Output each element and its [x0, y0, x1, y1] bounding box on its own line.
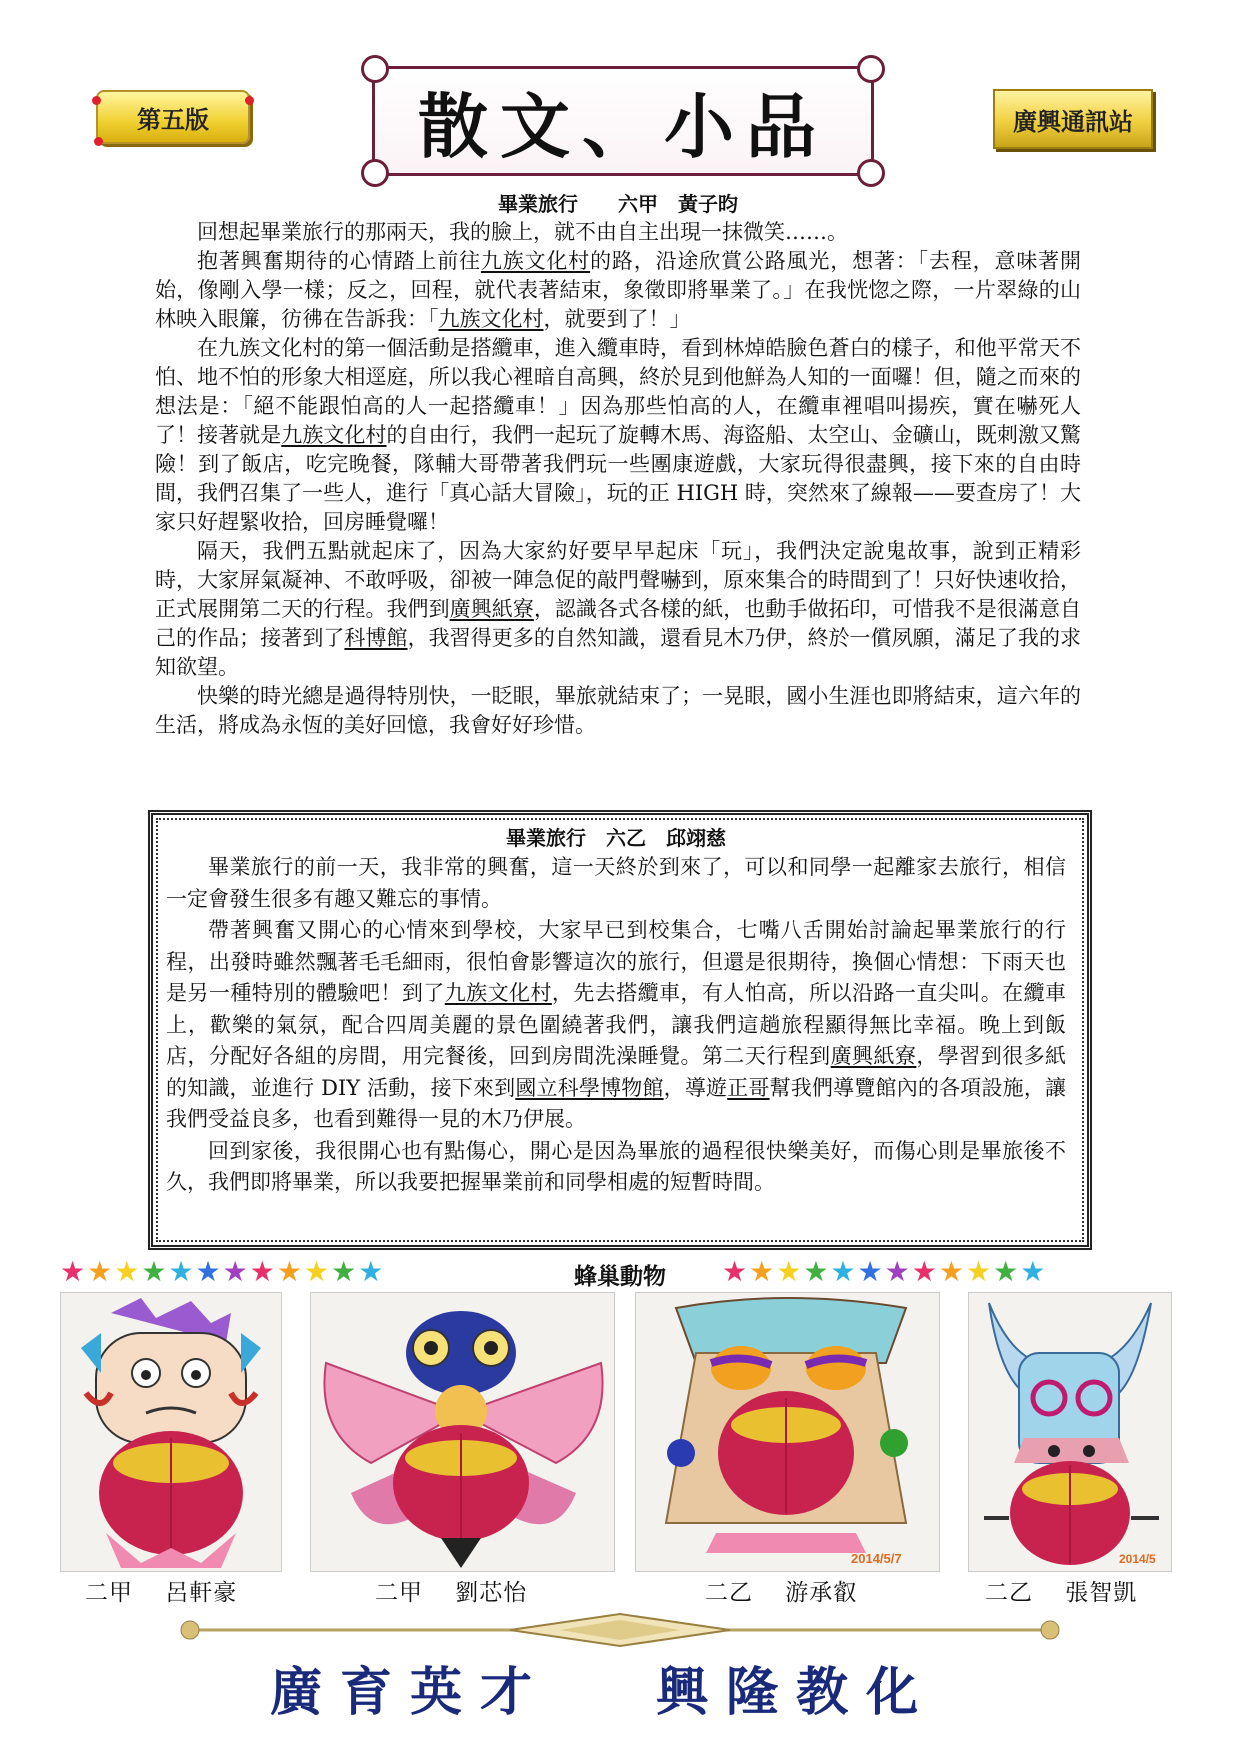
star-icon: ★ — [965, 1255, 992, 1288]
newsletter-badge-label: 廣興通訊站 — [1013, 106, 1133, 136]
decor-dot — [92, 96, 101, 105]
star-border-left — [60, 1256, 383, 1288]
article-paragraph: 在九族文化村的第一個活動是搭纜車，進入纜車時，看到林焯皓臉色蒼白的樣子，和他平常天不怕、地不怕的形象大相逕庭，所以我心裡暗自高興，終於見到他鮮為人知的一面囉！但，隨之而來的想法是：「絕不能跟怕高的人一起搭纜車！」因為那些怕高的人，在纜車裡唱叫揚疾，實在嚇死人了！接著就是九族文化村的自由行，我們一起玩了旋轉木馬、海盜船、太空山、金礦山，既刺激又驚險！到了飯店，吃完晚餐，隊輔大哥帶著我們玩一些團康遊戲，大家玩得很盡興，接下來的自由時間，我們召集了一些人，進行「真心話大冒險」，玩的正 HIGH 時，突然來了線報——要查房了！大家只好趕緊收拾，回房睡覺囉！ — [155, 336, 1082, 534]
star-icon: ★ — [722, 1255, 748, 1288]
ox-craft-image — [969, 1293, 1171, 1571]
place-name: 九族文化村 — [438, 307, 544, 331]
star-icon: ★ — [857, 1255, 883, 1288]
photo-date-stamp: 2014/5 — [1119, 1552, 1156, 1566]
craft-photo-owl — [635, 1292, 940, 1572]
article-paragraph: 抱著興奮期待的心情踏上前往九族文化村的路，沿途欣賞公路風光，想著：「去程，意味著開始，像剛入學一樣；反之，回程，就代表著結束，象徵即將畢業了。」在我恍惚之際，一片翠綠的山林映入眼簾，彷彿在告訴我：「九族文化村，就要到了！」 — [155, 249, 1082, 331]
article-paragraph: 快樂的時光總是過得特別快，一眨眼，畢旅就結束了；一晃眼，國小生涯也即將結束，這六年的生活，將成為永恆的美好回憶，我會好好珍惜。 — [155, 684, 1081, 737]
ornament-divider — [180, 1612, 1060, 1648]
star-icon: ★ — [168, 1255, 194, 1288]
gallery-title: 蜂巢動物 — [574, 1263, 666, 1290]
decor-dot — [94, 137, 103, 146]
article-heading: 畢業旅行 六甲 黃子昀 — [498, 192, 738, 216]
star-icon: ★ — [749, 1255, 775, 1288]
article-paragraph: 回想起畢業旅行的那兩天，我的臉上，就不由自主出現一抹微笑……。 — [197, 220, 848, 244]
photo-caption: 二甲 呂軒豪 — [85, 1580, 238, 1606]
star-icon: ★ — [276, 1255, 302, 1288]
star-icon: ★ — [938, 1255, 964, 1288]
place-name: 九族文化村 — [281, 423, 387, 447]
place-name: 國立科學博物館 — [515, 1075, 664, 1100]
article-paragraph: 畢業旅行的前一天，我非常的興奮，這一天終於到來了，可以和同學一起離家去旅行，相信一定會發生很多有趣又難忘的事情。 — [166, 855, 1066, 911]
star-icon: ★ — [195, 1255, 221, 1288]
star-icon: ★ — [114, 1255, 140, 1288]
star-border-right — [722, 1256, 1045, 1288]
frame-curl — [361, 55, 389, 83]
place-name: 廣興紙寮 — [449, 597, 534, 621]
place-name: 廣興紙寮 — [830, 1044, 917, 1068]
star-icon: ★ — [830, 1255, 856, 1288]
craft-photo-bee — [310, 1292, 615, 1572]
page-badge-label: 第五版 — [137, 105, 209, 134]
photo-caption: 二乙 游承叡 — [705, 1580, 858, 1606]
star-icon: ★ — [331, 1255, 357, 1288]
article-paragraph: 回到家後，我很開心也有點傷心，開心是因為畢旅的過程很快樂美好，而傷心則是畢旅後不久，我們即將畢業，所以我要把握畢業前和同學相處的短暫時間。 — [166, 1138, 1066, 1194]
photo-caption: 二乙 張智凱 — [985, 1580, 1138, 1606]
newsletter-badge — [993, 89, 1153, 149]
star-icon: ★ — [884, 1255, 910, 1288]
star-icon: ★ — [87, 1255, 113, 1288]
page-title: 散文、小品 — [418, 84, 828, 168]
place-name: 九族文化村 — [444, 981, 552, 1005]
page-number-badge — [96, 90, 250, 144]
article-graduation-trip-1 — [155, 190, 1081, 740]
craft-photo-ox — [968, 1292, 1172, 1572]
star-icon: ★ — [1020, 1255, 1046, 1288]
star-icon: ★ — [222, 1255, 248, 1288]
craft-photo-dragon — [60, 1292, 282, 1572]
frame-curl — [857, 159, 885, 187]
article-heading: 畢業旅行 六乙 邱翊慈 — [506, 826, 726, 850]
decor-dot — [245, 96, 254, 105]
place-name: 科博館 — [344, 626, 408, 650]
star-icon: ★ — [60, 1255, 86, 1288]
frame-curl — [857, 55, 885, 83]
page-title-frame — [372, 66, 874, 176]
star-icon: ★ — [249, 1255, 275, 1288]
star-icon: ★ — [303, 1255, 330, 1288]
article-paragraph: 帶著興奮又開心的心情來到學校，大家早已到校集合，七嘴八舌開始討論起畢業旅行的行程，出發時雖然飄著毛毛細雨，很怕會影響這次的旅行，但還是很期待，換個心情想：下雨天也是另一種特別的體驗吧！到了九族文化村，先去搭纜車，有人怕高，所以沿路一直尖叫。在纜車上，歡樂的氣氛，配合四周美麗的景色圍繞著我們，讓我們這趟旅程顯得無比幸福。晚上到飯店，分配好各組的房間，用完餐後，回到房間洗澡睡覺。第二天行程到廣興紙寮，學習到很多紙的知識，並進行 DIY 活動，接下來到國立科學博物館，導遊正哥幫我們導覽館內的各項設施，讓我們受益良多，也看到難得一見的木乃伊展。 — [166, 918, 1067, 1131]
star-icon: ★ — [993, 1255, 1019, 1288]
bee-craft-image — [311, 1293, 614, 1571]
school-motto: 廣育英才 興隆教化 — [270, 1662, 937, 1723]
photo-caption: 二甲 劉芯怡 — [375, 1580, 528, 1606]
star-icon: ★ — [776, 1255, 802, 1288]
owl-craft-image — [636, 1293, 939, 1571]
star-icon: ★ — [141, 1255, 167, 1288]
photo-date-stamp: 2014/5/7 — [851, 1551, 902, 1566]
place-name: 九族文化村 — [480, 249, 591, 273]
frame-curl — [361, 159, 389, 187]
person-name: 正哥 — [727, 1075, 770, 1100]
star-icon: ★ — [803, 1255, 829, 1288]
star-icon: ★ — [358, 1255, 384, 1288]
dragon-craft-image — [61, 1293, 281, 1571]
star-icon: ★ — [911, 1255, 937, 1288]
article-paragraph: 隔天，我們五點就起床了，因為大家約好要早早起床「玩」，我們決定說鬼故事，說到正精彩時，大家屏氣凝神、不敢呼吸，卻被一陣急促的敲門聲嚇到，原來集合的時間到了！只好快速收拾，正式展開第二天的行程。我們到廣興紙寮，認識各式各樣的紙，也動手做拓印，可惜我不是很滿意自己的作品；接著到了科博館，我習得更多的自然知識，還看見木乃伊，終於一償夙願，滿足了我的求知欲望。 — [155, 539, 1082, 679]
article-graduation-trip-2 — [166, 824, 1066, 1199]
